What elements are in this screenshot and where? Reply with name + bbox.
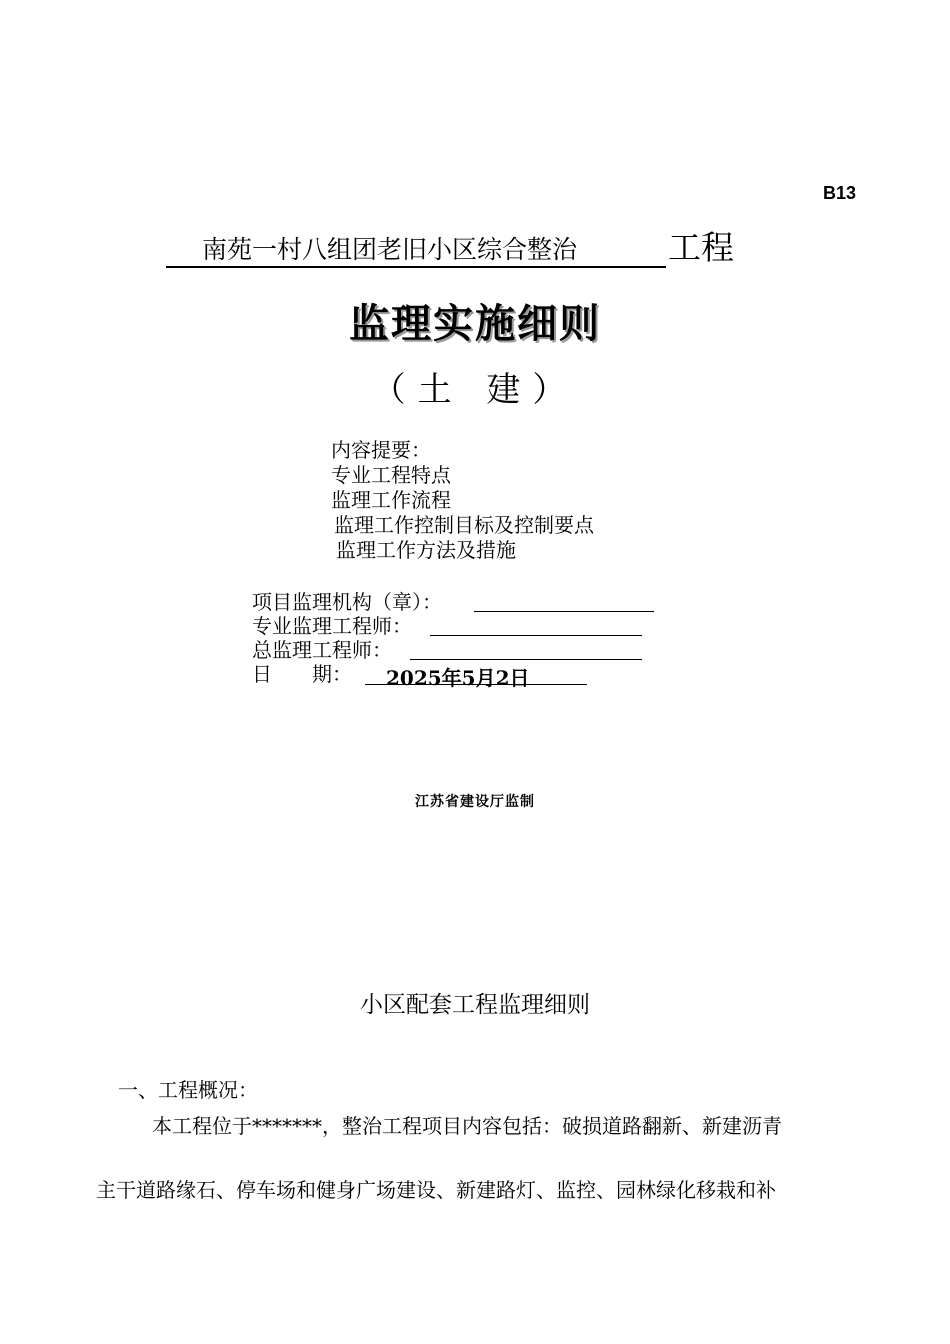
engineer-underline bbox=[430, 635, 642, 636]
summary-item: 监理工作控制目标及控制要点 bbox=[334, 513, 594, 537]
project-suffix: 工程 bbox=[668, 228, 734, 267]
document-subtitle: （土 建） bbox=[371, 370, 579, 410]
engineer-label: 专业监理工程师： bbox=[252, 614, 412, 638]
section-heading: 一、工程概况： bbox=[118, 1078, 258, 1102]
form-code: B13 bbox=[822, 183, 856, 203]
summary-item: 监理工作流程 bbox=[331, 488, 451, 512]
org-label: 项目监理机构（章）： bbox=[252, 590, 442, 614]
paragraph-line: 本工程位于*******，整治工程项目内容包括：破损道路翻新、新建沥青 bbox=[152, 1114, 782, 1138]
chief-underline bbox=[410, 659, 642, 660]
issuer-text: 江苏省建设厅监制 bbox=[415, 794, 535, 810]
project-title bbox=[166, 228, 806, 272]
paragraph-line: 主干道路缘石、停车场和健身广场建设、新建路灯、监控、园林绿化移栽和补 bbox=[96, 1178, 776, 1202]
project-name: 南苑一村八组团老旧小区综合整治 bbox=[166, 234, 666, 268]
summary-heading: 内容提要： bbox=[331, 438, 431, 462]
summary-item: 监理工作方法及措施 bbox=[336, 538, 516, 562]
chief-label: 总监理工程师： bbox=[252, 638, 392, 662]
date-underline bbox=[365, 684, 587, 685]
section-title: 小区配套工程监理细则 bbox=[360, 992, 590, 1018]
org-underline bbox=[474, 611, 654, 612]
date-label: 日 期： bbox=[252, 662, 352, 686]
summary-item: 专业工程特点 bbox=[331, 463, 451, 487]
document-title: 监理实施细则 bbox=[349, 301, 601, 347]
date-value: 2025年5月2日 bbox=[386, 666, 530, 690]
